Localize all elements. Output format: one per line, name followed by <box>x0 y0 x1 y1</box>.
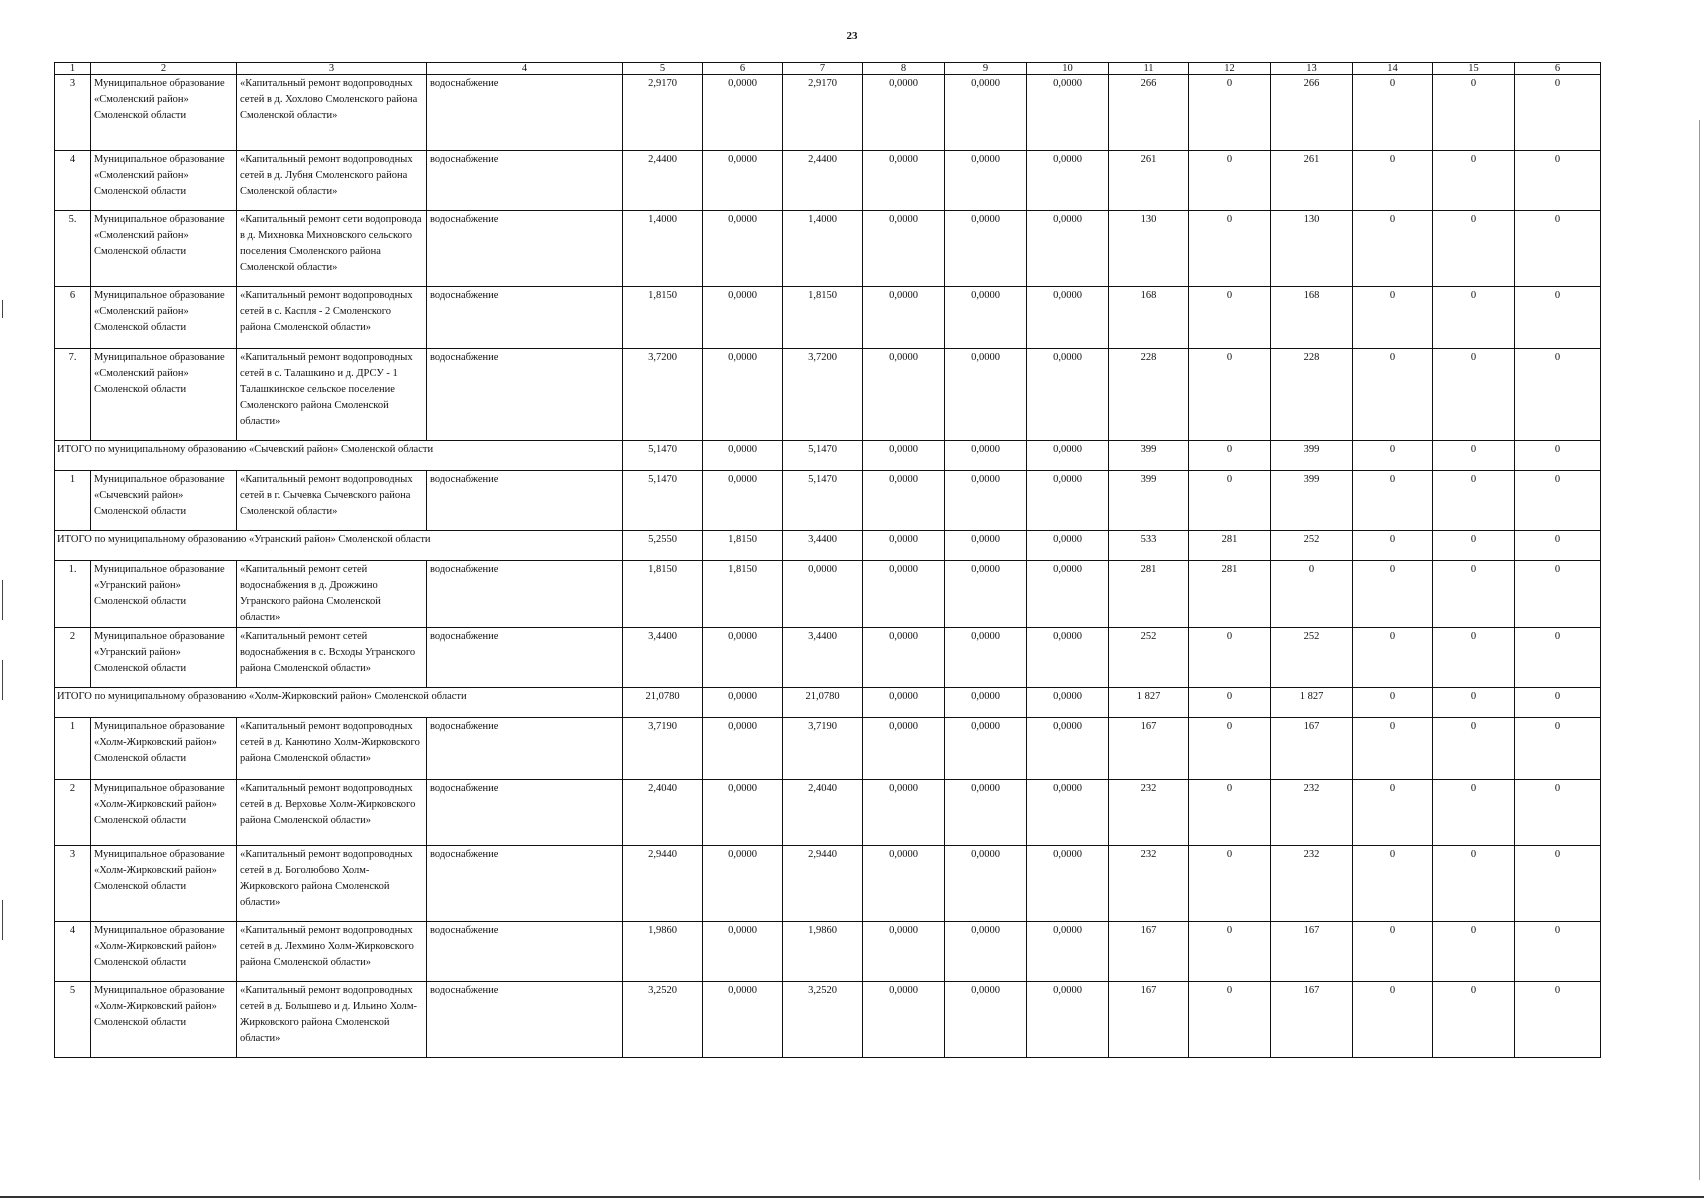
value-cell: 3,4400 <box>783 628 863 688</box>
value-cell: 0 <box>1433 349 1515 441</box>
total-value-cell: 0 <box>1189 688 1271 718</box>
table-row <box>55 982 1601 1058</box>
scan-mark-left-4 <box>2 900 3 940</box>
value-cell: 2,4400 <box>623 151 703 211</box>
value-cell: 5,1470 <box>783 471 863 531</box>
value-cell: 1,9860 <box>783 922 863 982</box>
total-value-cell: 0,0000 <box>945 688 1027 718</box>
header-cell: 5 <box>623 63 703 75</box>
municipality-cell: Муниципальное образование «Холм-Жирковский район» Смоленской области <box>91 780 237 846</box>
value-cell: 3,7200 <box>623 349 703 441</box>
total-value-cell: 281 <box>1189 531 1271 561</box>
value-cell: 0 <box>1433 151 1515 211</box>
object-cell: «Капитальный ремонт водопроводных сетей в д. Лубня Смоленского района Смоленской области» <box>237 151 427 211</box>
object-cell: «Капитальный ремонт водопроводных сетей в д. Лехмино Холм-Жирковского района Смоленской области» <box>237 922 427 982</box>
value-cell: 0 <box>1189 211 1271 287</box>
header-cell: 10 <box>1027 63 1109 75</box>
table-row <box>55 471 1601 531</box>
total-value-cell: 0,0000 <box>863 531 945 561</box>
value-cell: 0,0000 <box>703 151 783 211</box>
value-cell: 130 <box>1271 211 1353 287</box>
municipality-cell: Муниципальное образование «Угранский район» Смоленской области <box>91 561 237 628</box>
value-cell: 0,0000 <box>703 471 783 531</box>
value-cell: 0 <box>1189 922 1271 982</box>
value-cell: 0,0000 <box>1027 211 1109 287</box>
row-number-cell: 2 <box>55 628 91 688</box>
value-cell: 0 <box>1353 211 1433 287</box>
value-cell: 3,7190 <box>623 718 703 780</box>
total-value-cell: 0 <box>1353 688 1433 718</box>
header-cell: 15 <box>1433 63 1515 75</box>
header-row <box>55 63 1601 75</box>
value-cell: 1,8150 <box>623 561 703 628</box>
table-row <box>55 75 1601 151</box>
municipality-cell: Муниципальное образование «Холм-Жирковский район» Смоленской области <box>91 718 237 780</box>
value-cell: 0 <box>1189 349 1271 441</box>
value-cell: 2,4040 <box>623 780 703 846</box>
table-row <box>55 718 1601 780</box>
total-value-cell: 0,0000 <box>1027 531 1109 561</box>
object-cell: «Капитальный ремонт водопроводных сетей в с. Каспля - 2 Смоленского района Смоленской области» <box>237 287 427 349</box>
value-cell: 0 <box>1515 922 1601 982</box>
value-cell: 0 <box>1353 982 1433 1058</box>
total-label: ИТОГО по муниципальному образованию «Угранский район» Смоленской области <box>55 531 623 561</box>
value-cell: 0,0000 <box>703 75 783 151</box>
header-cell: 7 <box>783 63 863 75</box>
value-cell: 0,0000 <box>1027 780 1109 846</box>
kind-cell: водоснабжение <box>427 718 623 780</box>
value-cell: 0,0000 <box>863 628 945 688</box>
header-cell: 13 <box>1271 63 1353 75</box>
total-value-cell: 0 <box>1189 441 1271 471</box>
value-cell: 0,0000 <box>703 349 783 441</box>
total-value-cell: 0,0000 <box>703 441 783 471</box>
page-number: 23 <box>846 30 858 42</box>
total-value-cell: 3,4400 <box>783 531 863 561</box>
value-cell: 232 <box>1109 846 1189 922</box>
value-cell: 0 <box>1433 561 1515 628</box>
value-cell: 3,2520 <box>623 982 703 1058</box>
total-value-cell: 5,1470 <box>783 441 863 471</box>
value-cell: 281 <box>1109 561 1189 628</box>
value-cell: 167 <box>1271 982 1353 1058</box>
value-cell: 0,0000 <box>945 718 1027 780</box>
header-cell: 1 <box>55 63 91 75</box>
table-row <box>55 846 1601 922</box>
value-cell: 0 <box>1515 846 1601 922</box>
value-cell: 228 <box>1271 349 1353 441</box>
total-value-cell: 0 <box>1515 441 1601 471</box>
value-cell: 0,0000 <box>945 982 1027 1058</box>
value-cell: 0,0000 <box>945 287 1027 349</box>
value-cell: 0,0000 <box>703 287 783 349</box>
value-cell: 0 <box>1433 718 1515 780</box>
value-cell: 0,0000 <box>703 780 783 846</box>
value-cell: 399 <box>1271 471 1353 531</box>
municipality-cell: Муниципальное образование «Смоленский район» Смоленской области <box>91 349 237 441</box>
total-row <box>55 688 1601 718</box>
row-number-cell: 6 <box>55 287 91 349</box>
value-cell: 0,0000 <box>863 287 945 349</box>
value-cell: 3,4400 <box>623 628 703 688</box>
value-cell: 0 <box>1433 287 1515 349</box>
value-cell: 0,0000 <box>863 846 945 922</box>
value-cell: 0 <box>1433 211 1515 287</box>
object-cell: «Капитальный ремонт водопроводных сетей в д. Болышево и д. Ильино Холм-Жирковского района Смоленской области» <box>237 982 427 1058</box>
value-cell: 0,0000 <box>1027 151 1109 211</box>
value-cell: 0 <box>1515 349 1601 441</box>
object-cell: «Капитальный ремонт водопроводных сетей в д. Боголюбово Холм-Жирковского района Смоленской области» <box>237 846 427 922</box>
value-cell: 0 <box>1189 287 1271 349</box>
value-cell: 0,0000 <box>863 349 945 441</box>
value-cell: 0 <box>1189 75 1271 151</box>
value-cell: 252 <box>1109 628 1189 688</box>
header-cell: 2 <box>91 63 237 75</box>
value-cell: 0,0000 <box>945 846 1027 922</box>
kind-cell: водоснабжение <box>427 211 623 287</box>
municipality-cell: Муниципальное образование «Смоленский район» Смоленской области <box>91 75 237 151</box>
kind-cell: водоснабжение <box>427 349 623 441</box>
total-label: ИТОГО по муниципальному образованию «Сычевский район» Смоленской области <box>55 441 623 471</box>
value-cell: 0 <box>1353 718 1433 780</box>
value-cell: 0 <box>1433 846 1515 922</box>
value-cell: 0,0000 <box>863 982 945 1058</box>
object-cell: «Капитальный ремонт сетей водоснабжения в д. Дрожжино Угранского района Смоленской области» <box>237 561 427 628</box>
value-cell: 0 <box>1353 287 1433 349</box>
value-cell: 3,7200 <box>783 349 863 441</box>
object-cell: «Капитальный ремонт водопроводных сетей в с. Талашкино и д. ДРСУ - 1 Талашкинское сельское поселение Смоленского района Смоленской области» <box>237 349 427 441</box>
value-cell: 228 <box>1109 349 1189 441</box>
value-cell: 0,0000 <box>703 211 783 287</box>
kind-cell: водоснабжение <box>427 846 623 922</box>
total-value-cell: 0 <box>1433 531 1515 561</box>
value-cell: 232 <box>1109 780 1189 846</box>
value-cell: 0,0000 <box>863 780 945 846</box>
value-cell: 0 <box>1515 561 1601 628</box>
value-cell: 167 <box>1109 718 1189 780</box>
total-value-cell: 0 <box>1353 531 1433 561</box>
value-cell: 0 <box>1189 982 1271 1058</box>
header-cell: 6 <box>1515 63 1601 75</box>
value-cell: 0 <box>1271 561 1353 628</box>
total-value-cell: 399 <box>1271 441 1353 471</box>
total-value-cell: 0,0000 <box>1027 441 1109 471</box>
value-cell: 0 <box>1433 780 1515 846</box>
total-value-cell: 0,0000 <box>945 531 1027 561</box>
value-cell: 167 <box>1109 982 1189 1058</box>
total-value-cell: 5,1470 <box>623 441 703 471</box>
value-cell: 0 <box>1515 628 1601 688</box>
total-value-cell: 0,0000 <box>863 441 945 471</box>
value-cell: 0 <box>1515 471 1601 531</box>
object-cell: «Капитальный ремонт водопроводных сетей в г. Сычевка Сычевского района Смоленской области» <box>237 471 427 531</box>
kind-cell: водоснабжение <box>427 982 623 1058</box>
value-cell: 281 <box>1189 561 1271 628</box>
value-cell: 3,2520 <box>783 982 863 1058</box>
value-cell: 0 <box>1515 151 1601 211</box>
value-cell: 266 <box>1271 75 1353 151</box>
budget-table <box>54 62 1601 1058</box>
scan-mark-left-2 <box>2 580 3 620</box>
value-cell: 0 <box>1353 471 1433 531</box>
row-number-cell: 2 <box>55 780 91 846</box>
value-cell: 0,0000 <box>1027 982 1109 1058</box>
table-row <box>55 780 1601 846</box>
total-value-cell: 0 <box>1515 688 1601 718</box>
value-cell: 0,0000 <box>1027 846 1109 922</box>
municipality-cell: Муниципальное образование «Угранский район» Смоленской области <box>91 628 237 688</box>
value-cell: 0,0000 <box>945 780 1027 846</box>
table-row <box>55 211 1601 287</box>
row-number-cell: 4 <box>55 922 91 982</box>
value-cell: 0 <box>1353 75 1433 151</box>
row-number-cell: 4 <box>55 151 91 211</box>
value-cell: 0,0000 <box>703 846 783 922</box>
value-cell: 0 <box>1189 151 1271 211</box>
value-cell: 0 <box>1433 922 1515 982</box>
table-row <box>55 628 1601 688</box>
row-number-cell: 1 <box>55 471 91 531</box>
total-value-cell: 0 <box>1433 441 1515 471</box>
kind-cell: водоснабжение <box>427 628 623 688</box>
value-cell: 1,8150 <box>783 287 863 349</box>
kind-cell: водоснабжение <box>427 75 623 151</box>
value-cell: 0,0000 <box>945 349 1027 441</box>
scan-mark-left-1 <box>2 300 3 318</box>
value-cell: 0 <box>1189 780 1271 846</box>
table-row <box>55 151 1601 211</box>
value-cell: 0 <box>1433 982 1515 1058</box>
kind-cell: водоснабжение <box>427 151 623 211</box>
value-cell: 0,0000 <box>1027 718 1109 780</box>
value-cell: 0,0000 <box>945 922 1027 982</box>
value-cell: 0 <box>1353 561 1433 628</box>
municipality-cell: Муниципальное образование «Холм-Жирковский район» Смоленской области <box>91 846 237 922</box>
value-cell: 2,9170 <box>783 75 863 151</box>
total-value-cell: 0,0000 <box>945 441 1027 471</box>
total-value-cell: 0,0000 <box>703 688 783 718</box>
municipality-cell: Муниципальное образование «Холм-Жирковский район» Смоленской области <box>91 922 237 982</box>
budget-table-container <box>54 62 1580 1058</box>
value-cell: 0 <box>1515 287 1601 349</box>
value-cell: 2,9440 <box>623 846 703 922</box>
total-value-cell: 0,0000 <box>1027 688 1109 718</box>
value-cell: 0 <box>1353 846 1433 922</box>
total-value-cell: 0 <box>1353 441 1433 471</box>
kind-cell: водоснабжение <box>427 561 623 628</box>
total-row <box>55 441 1601 471</box>
table-row <box>55 922 1601 982</box>
value-cell: 0,0000 <box>1027 922 1109 982</box>
value-cell: 0 <box>1353 349 1433 441</box>
value-cell: 1,4000 <box>623 211 703 287</box>
total-row <box>55 531 1601 561</box>
value-cell: 0 <box>1353 151 1433 211</box>
value-cell: 0,0000 <box>783 561 863 628</box>
scan-edge-bottom <box>0 1196 1704 1198</box>
value-cell: 0 <box>1515 718 1601 780</box>
value-cell: 0 <box>1353 780 1433 846</box>
total-value-cell: 399 <box>1109 441 1189 471</box>
value-cell: 167 <box>1271 718 1353 780</box>
header-cell: 4 <box>427 63 623 75</box>
value-cell: 0 <box>1189 471 1271 531</box>
value-cell: 261 <box>1109 151 1189 211</box>
value-cell: 0,0000 <box>1027 471 1109 531</box>
table-body <box>55 63 1601 1058</box>
value-cell: 0,0000 <box>945 211 1027 287</box>
header-cell: 12 <box>1189 63 1271 75</box>
value-cell: 0,0000 <box>703 922 783 982</box>
municipality-cell: Муниципальное образование «Смоленский район» Смоленской области <box>91 151 237 211</box>
header-cell: 9 <box>945 63 1027 75</box>
total-value-cell: 0,0000 <box>863 688 945 718</box>
value-cell: 0,0000 <box>945 561 1027 628</box>
value-cell: 0,0000 <box>703 628 783 688</box>
value-cell: 1,8150 <box>623 287 703 349</box>
value-cell: 167 <box>1271 922 1353 982</box>
value-cell: 0 <box>1433 471 1515 531</box>
object-cell: «Капитальный ремонт сетей водоснабжения в с. Всходы Угранского района Смоленской области» <box>237 628 427 688</box>
row-number-cell: 5. <box>55 211 91 287</box>
kind-cell: водоснабжение <box>427 287 623 349</box>
value-cell: 2,9170 <box>623 75 703 151</box>
value-cell: 0,0000 <box>1027 628 1109 688</box>
value-cell: 168 <box>1109 287 1189 349</box>
value-cell: 0 <box>1515 982 1601 1058</box>
total-value-cell: 1 827 <box>1271 688 1353 718</box>
object-cell: «Капитальный ремонт сети водопровода в д. Михновка Михновского сельского поселения Смоленского района Смоленской области» <box>237 211 427 287</box>
value-cell: 0,0000 <box>863 211 945 287</box>
total-value-cell: 0 <box>1433 688 1515 718</box>
value-cell: 3,7190 <box>783 718 863 780</box>
scan-edge-right <box>1697 120 1700 1180</box>
value-cell: 399 <box>1109 471 1189 531</box>
value-cell: 167 <box>1109 922 1189 982</box>
row-number-cell: 7. <box>55 349 91 441</box>
object-cell: «Капитальный ремонт водопроводных сетей в д. Верховье Холм-Жирковского района Смоленской области» <box>237 780 427 846</box>
row-number-cell: 1. <box>55 561 91 628</box>
value-cell: 0,0000 <box>945 75 1027 151</box>
value-cell: 0,0000 <box>863 75 945 151</box>
kind-cell: водоснабжение <box>427 471 623 531</box>
header-cell: 14 <box>1353 63 1433 75</box>
value-cell: 0 <box>1189 628 1271 688</box>
total-value-cell: 252 <box>1271 531 1353 561</box>
municipality-cell: Муниципальное образование «Смоленский район» Смоленской области <box>91 211 237 287</box>
municipality-cell: Муниципальное образование «Сычевский район» Смоленской области <box>91 471 237 531</box>
value-cell: 0,0000 <box>945 471 1027 531</box>
value-cell: 0,0000 <box>703 982 783 1058</box>
value-cell: 0 <box>1433 628 1515 688</box>
value-cell: 0 <box>1515 211 1601 287</box>
value-cell: 0 <box>1515 75 1601 151</box>
total-label: ИТОГО по муниципальному образованию «Холм-Жирковский район» Смоленской области <box>55 688 623 718</box>
value-cell: 0,0000 <box>703 718 783 780</box>
total-value-cell: 5,2550 <box>623 531 703 561</box>
total-value-cell: 21,0780 <box>623 688 703 718</box>
value-cell: 130 <box>1109 211 1189 287</box>
object-cell: «Капитальный ремонт водопроводных сетей в д. Канютино Холм-Жирковского района Смоленской области» <box>237 718 427 780</box>
total-value-cell: 1,8150 <box>703 531 783 561</box>
value-cell: 0 <box>1433 75 1515 151</box>
total-value-cell: 1 827 <box>1109 688 1189 718</box>
header-cell: 6 <box>703 63 783 75</box>
value-cell: 266 <box>1109 75 1189 151</box>
value-cell: 5,1470 <box>623 471 703 531</box>
kind-cell: водоснабжение <box>427 780 623 846</box>
value-cell: 0,0000 <box>945 151 1027 211</box>
value-cell: 0,0000 <box>1027 561 1109 628</box>
value-cell: 0 <box>1353 922 1433 982</box>
object-cell: «Капитальный ремонт водопроводных сетей в д. Хохлово Смоленского района Смоленской области» <box>237 75 427 151</box>
header-cell: 3 <box>237 63 427 75</box>
row-number-cell: 3 <box>55 846 91 922</box>
kind-cell: водоснабжение <box>427 922 623 982</box>
value-cell: 0,0000 <box>945 628 1027 688</box>
value-cell: 252 <box>1271 628 1353 688</box>
value-cell: 0,0000 <box>863 151 945 211</box>
value-cell: 0,0000 <box>863 561 945 628</box>
value-cell: 1,9860 <box>623 922 703 982</box>
value-cell: 0,0000 <box>863 718 945 780</box>
total-value-cell: 0 <box>1515 531 1601 561</box>
total-value-cell: 533 <box>1109 531 1189 561</box>
scan-mark-left-3 <box>2 660 3 700</box>
value-cell: 232 <box>1271 780 1353 846</box>
value-cell: 0 <box>1353 628 1433 688</box>
table-row <box>55 561 1601 628</box>
value-cell: 168 <box>1271 287 1353 349</box>
header-cell: 8 <box>863 63 945 75</box>
value-cell: 0,0000 <box>1027 75 1109 151</box>
row-number-cell: 5 <box>55 982 91 1058</box>
row-number-cell: 1 <box>55 718 91 780</box>
value-cell: 0,0000 <box>863 471 945 531</box>
total-value-cell: 21,0780 <box>783 688 863 718</box>
municipality-cell: Муниципальное образование «Холм-Жирковский район» Смоленской области <box>91 982 237 1058</box>
value-cell: 2,4040 <box>783 780 863 846</box>
table-row <box>55 287 1601 349</box>
value-cell: 1,4000 <box>783 211 863 287</box>
value-cell: 232 <box>1271 846 1353 922</box>
value-cell: 2,9440 <box>783 846 863 922</box>
table-row <box>55 349 1601 441</box>
value-cell: 0 <box>1189 846 1271 922</box>
header-cell: 11 <box>1109 63 1189 75</box>
value-cell: 0 <box>1189 718 1271 780</box>
value-cell: 0,0000 <box>1027 349 1109 441</box>
value-cell: 0,0000 <box>1027 287 1109 349</box>
value-cell: 261 <box>1271 151 1353 211</box>
row-number-cell: 3 <box>55 75 91 151</box>
value-cell: 0 <box>1515 780 1601 846</box>
value-cell: 1,8150 <box>703 561 783 628</box>
municipality-cell: Муниципальное образование «Смоленский район» Смоленской области <box>91 287 237 349</box>
value-cell: 0,0000 <box>863 922 945 982</box>
value-cell: 2,4400 <box>783 151 863 211</box>
